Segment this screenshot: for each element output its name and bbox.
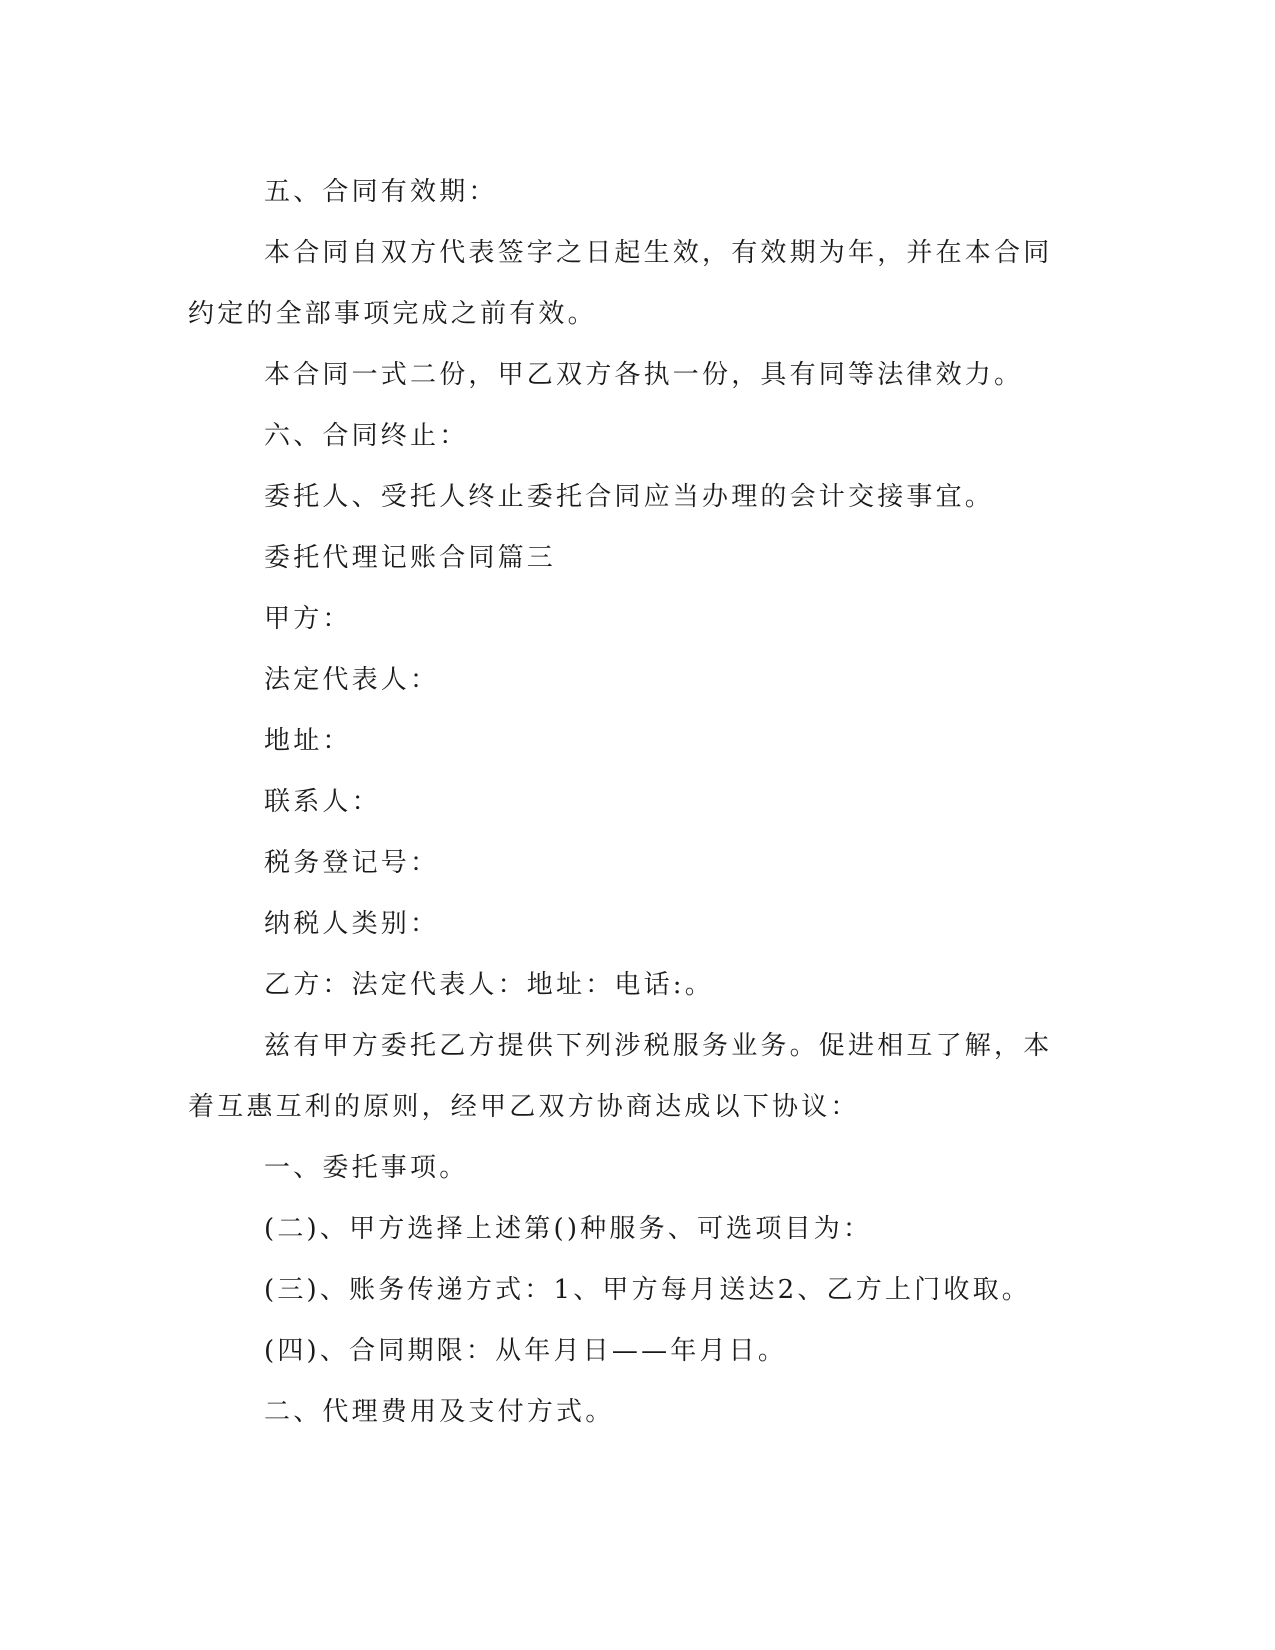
paragraph-termination-heading: 六、合同终止：	[264, 421, 469, 451]
paragraph-taxpayer-category: 纳税人类别：	[264, 909, 440, 939]
paragraph-entrusted-matters: 一、委托事项。	[264, 1153, 469, 1183]
paragraph-party-b: 乙方：法定代表人：地址：电话:。	[264, 970, 714, 1000]
paragraph-contact-person: 联系人：	[264, 787, 381, 817]
paragraph-section-title: 委托代理记账合同篇三	[264, 543, 557, 573]
paragraph-address: 地址：	[264, 726, 352, 756]
paragraph-copies: 本合同一式二份，甲乙双方各执一份，具有同等法律效力。	[264, 360, 1024, 390]
paragraph-preamble: 兹有甲方委托乙方提供下列涉税服务业务。促进相互了解，本着互惠互利的原则，经甲乙双方协商达成以下协议：	[188, 1031, 1053, 1122]
paragraph-legal-representative: 法定代表人：	[264, 665, 440, 695]
paragraph-contract-validity-heading: 五、合同有效期：	[264, 177, 498, 207]
paragraph-delivery-method: (三)、账务传递方式：1、甲方每月送达2、乙方上门收取。	[264, 1275, 1031, 1305]
paragraph-service-selection: (二)、甲方选择上述第()种服务、可选项目为：	[264, 1214, 873, 1244]
document-body	[188, 162, 1072, 1443]
paragraph-party-a: 甲方：	[264, 604, 352, 634]
paragraph-validity-term: 本合同自双方代表签字之日起生效，有效期为年，并在本合同约定的全部事项完成之前有效。	[188, 238, 1053, 329]
paragraph-tax-registration: 税务登记号：	[264, 848, 440, 878]
paragraph-contract-period: (四)、合同期限：从年月日——年月日。	[264, 1336, 788, 1366]
paragraph-fees-payment: 二、代理费用及支付方式。	[264, 1397, 615, 1427]
paragraph-termination-handover: 委托人、受托人终止委托合同应当办理的会计交接事宜。	[264, 482, 995, 512]
